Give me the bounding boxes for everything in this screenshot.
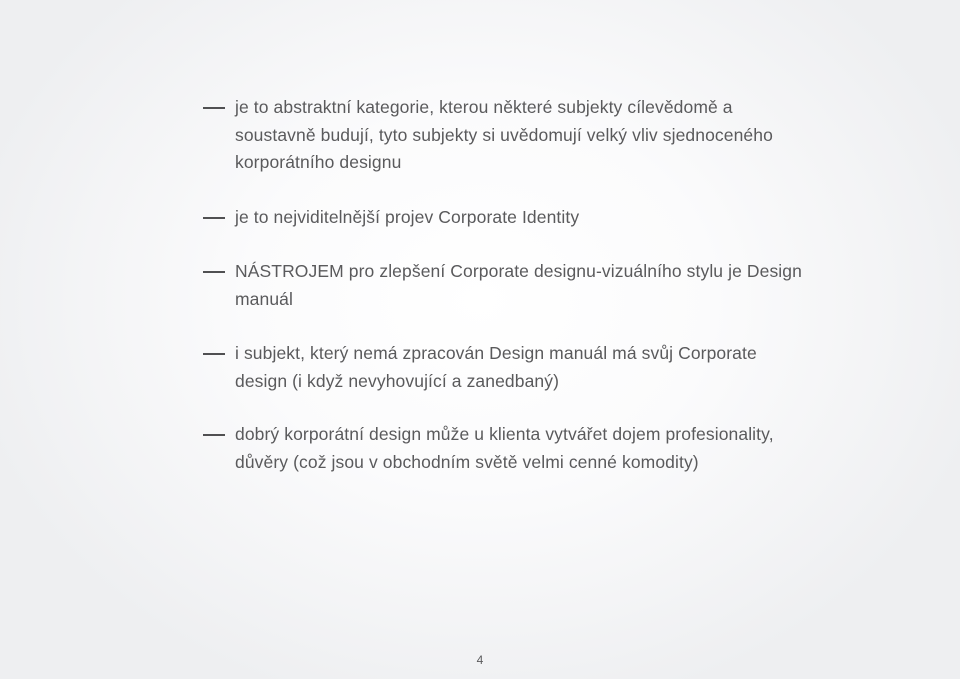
bullet-item — [0, 421, 960, 476]
bullet-item — [0, 340, 960, 395]
bullet-list — [0, 94, 960, 476]
dash-bullet-icon — [203, 107, 225, 109]
bullet-text: dobrý korporátní design může u klienta vytvářet dojem profesionality, důvěry (což jsou v obchodním světě velmi cenné komodity) — [235, 424, 774, 472]
dash-bullet-icon — [203, 353, 225, 355]
bullet-item — [0, 94, 960, 177]
page-number: 4 — [476, 653, 484, 667]
dash-bullet-icon — [203, 217, 225, 219]
dash-bullet-icon — [203, 434, 225, 436]
dash-bullet-icon — [203, 271, 225, 273]
bullet-text: je to abstraktní kategorie, kterou některé subjekty cílevědomě a soustavně budují, tyto subjekty si uvědomují velký vliv sjednoceného korporátního designu — [235, 97, 773, 172]
bullet-text: je to nejviditelnější projev Corporate Identity — [235, 206, 580, 227]
bullet-text: NÁSTROJEM pro zlepšení Corporate designu-vizuálního stylu je Design manuál — [235, 261, 802, 309]
bullet-item — [0, 258, 960, 313]
bullet-item — [0, 204, 960, 232]
bullet-text: i subjekt, který nemá zpracován Design manuál má svůj Corporate design (i když nevyhovující a zanedbaný) — [235, 343, 757, 391]
